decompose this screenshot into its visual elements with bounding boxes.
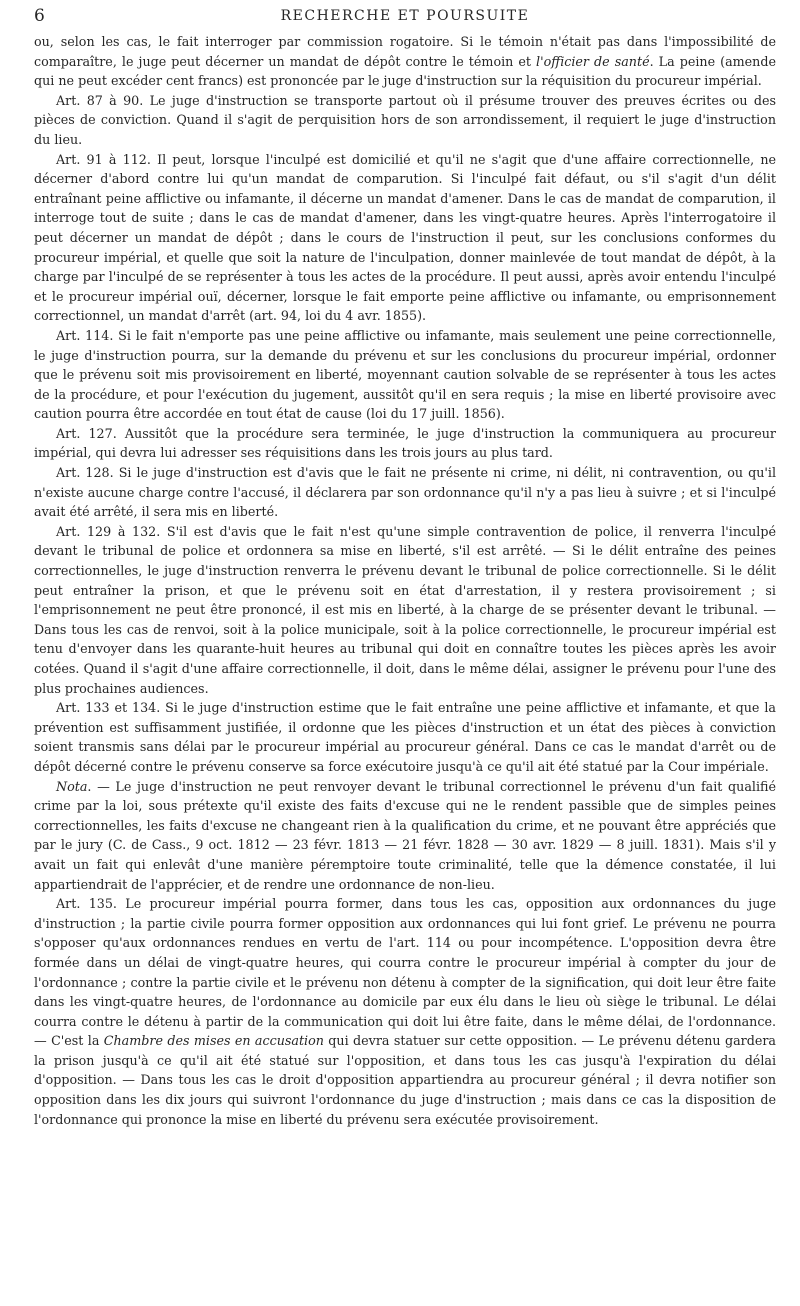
text-run: qui devra statuer sur cette opposition. — Le prévenu détenu gardera la prison jusqu'à ce qu'il ait été statué sur l'opposition, et dans tous les cas jusqu'à l'expiration du délai d'opposition. — Dans tous les cas le droit d'opposition appartiendra au procureur général ; il devra notifier son opposition dans les dix jours qui suivront l'ordonnance du juge d'instruction ; mais dans ce cas la disposition de l'ordonnance qui prononce la mise en liberté du prévenu sera exécutée provisoirement. <box>34 1033 776 1127</box>
paragraph-p1 <box>34 91 776 150</box>
text-run: Art. 129 à 132. S'il est d'avis que le fait n'est qu'une simple contravention de police, il renverra l'inculpé devant le tribunal de police et ordonnera sa mise en liberté, s'il est arrêté. — Si le délit entraîne des peines correctionnelles, le juge d'instruction renverra le prévenu devant le tribunal de police correctionnelle. Si le délit peut entraîner la prison, et que le prévenu soit en état d'arrestation, il y restera provisoirement ; si l'emprisonnement ne peut être prononcé, il est mis en liberté, à la charge de se présenter devant le tribunal. — Dans tous les cas de renvoi, soit à la police municipale, soit à la police correctionnelle, le procureur impérial est tenu d'envoyer dans les quarante-huit heures au tribunal qui doit en connaître toutes les pièces après les avoir cotées. Quand il s'agit d'une affaire correctionnelle, il doit, dans le même délai, assigner le prévenu pour l'une des plus prochaines audiences. <box>34 523 776 696</box>
body-text <box>34 32 776 1129</box>
text-run: Art. 133 et 134. Si le juge d'instruction estime que le fait entraîne une peine afflictive et infamante, et que la prévention est suffisamment justifiée, il ordonne que les pièces d'instruction et un état des pièces à conviction soient transmis sans délai par le procureur impérial au procureur général. Dans ce cas le mandat d'arrêt ou de dépôt décerné contre le prévenu conserve sa force exécutoire jusqu'à ce qu'il ait été statué par la Cour impériale. <box>34 700 776 774</box>
page-header <box>34 4 776 32</box>
page-number: 6 <box>34 6 45 26</box>
paragraph-p3 <box>34 326 776 424</box>
text-run: Art. 127. Aussitôt que la procédure sera terminée, le juge d'instruction la communiquera au procureur impérial, qui devra lui adresser ses réquisitions dans les trois jours au plus tard. <box>34 425 776 461</box>
paragraph-p9 <box>34 894 776 1129</box>
text-run: Art. 91 à 112. Il peut, lorsque l'inculpé est domicilié et qu'il ne s'agit que d'une affaire correctionnelle, ne décerner d'abord contre lui qu'un mandat de comparution. Si l'inculpé fait défaut, ou s'il s'agit d'un délit entraînant peine afflictive ou infamante, il décerne un mandat d'amener. Dans le cas de mandat de comparution, il interroge tout de suite ; dans le cas de mandat d'amener, dans les vingt-quatre heures. Après l'interrogatoire il peut décerner un mandat de dépôt ; dans le cours de l'instruction il peut, sur les conclusions conformes du procureur impérial, et quelle que soit la nature de l'inculpation, donner mainlevée de tout mandat de dépôt, à la charge par l'inculpé de se représenter à tous les actes de la procédure. Il peut aussi, après avoir entendu l'inculpé et le procureur impérial ouï, décerner, lorsque le fait emporte peine afflictive ou infamante, ou emprisonnement correctionnel, un mandat d'arrêt (art. 94, loi du 4 avr. 1855). <box>34 151 776 324</box>
paragraph-p2 <box>34 150 776 326</box>
paragraph-p0 <box>34 32 776 91</box>
text-run: Art. 114. Si le fait n'emporte pas une peine afflictive ou infamante, mais seulement une peine correctionnelle, le juge d'instruction pourra, sur la demande du prévenu et sur les conclusions du procureur impérial, ordonner que le prévenu soit mis provisoirement en liberté, moyennant caution solvable de se représenter à tous les actes de la procédure, et pour l'exécution du jugement, aussitôt qu'il en sera requis ; la mise en liberté provisoire avec caution pourra être accordée en tout état de cause (loi du 17 juill. 1856). <box>34 327 776 422</box>
text-run: Art. 87 à 90. Le juge d'instruction se transporte partout où il présume trouver des preuves écrites ou des pièces de conviction. Quand il s'agit de perquisition hors de son arrondissement, il requiert le juge d'instruction du lieu. <box>34 92 776 147</box>
text-run: . La peine (amende qui ne peut excéder cent francs) est prononcée par le juge d'instruction sur la réquisition du procureur impérial. <box>34 53 776 89</box>
paragraph-p4 <box>34 424 776 463</box>
text-run: Art. 128. Si le juge d'instruction est d'avis que le fait ne présente ni crime, ni délit, ni contravention, ou qu'il n'existe aucune charge contre l'accusé, il déclarera par son ordonnance qu'il n'y a pas lieu à suivre ; et si l'inculpé avait été arrêté, il sera mis en liberté. <box>34 465 776 520</box>
paragraph-p6 <box>34 522 776 698</box>
italic-text: l'officier de santé <box>536 53 650 69</box>
paragraph-p5 <box>34 463 776 522</box>
text-run: . — Le juge d'instruction ne peut renvoyer devant le tribunal correctionnel le prévenu d'un fait qualifié crime par la loi, sous prétexte qu'il existe des faits d'excuse qui ne le rendent passible que de simples peines correctionnelles, les faits d'excuse ne changeant rien à la qualification du crime, et ne pouvant être appréciés que par le jury (C. de Cass., 9 oct. 1812 — 23 févr. 1813 — 21 févr. 1828 — 30 avr. 1829 — 8 juill. 1831). Mais s'il y avait un fait qui enlevât d'une manière péremptoire toute criminalité, telle que la démence constatée, il lui appartiendrait de l'apprécier, et de rendre une ordonnance de non-lieu. <box>34 778 776 892</box>
paragraph-p8 <box>34 777 776 895</box>
paragraph-p7 <box>34 698 776 776</box>
italic-text: Chambre des mises en accusation <box>103 1033 324 1049</box>
running-head: RECHERCHE ET POURSUITE <box>280 8 530 24</box>
text-run: ou, selon les cas, le fait interroger par commission rogatoire. Si le témoin n'était pas dans l'impossibilité de comparaître, le juge peut décerner un mandat de dépôt contre le témoin et <box>34 34 776 69</box>
text-run: Art. 135. Le procureur impérial pourra former, dans tous les cas, opposition aux ordonnances du juge d'instruction ; la partie civile pourra former opposition aux ordonnances qui lui font grief. Le prévenu ne pourra s'opposer qu'aux ordonnances rendues en vertu de l'art. 114 ou pour incompétence. L'opposition devra être formée dans un délai de vingt-quatre heures, qui courra contre le procureur impérial à compter du jour de l'ordonnance ; contre la partie civile et le prévenu non détenu à compter de la signification, qui doit leur être faite dans les vingt-quatre heures, de l'ordonnance au domicile par eux élu dans le lieu où siège le tribunal. Le délai courra contre le détenu à partir de la communication qui doit lui être faite, dans le même délai, de l'ordonnance. — C'est la <box>34 896 776 1049</box>
italic-text: Nota <box>56 778 88 794</box>
